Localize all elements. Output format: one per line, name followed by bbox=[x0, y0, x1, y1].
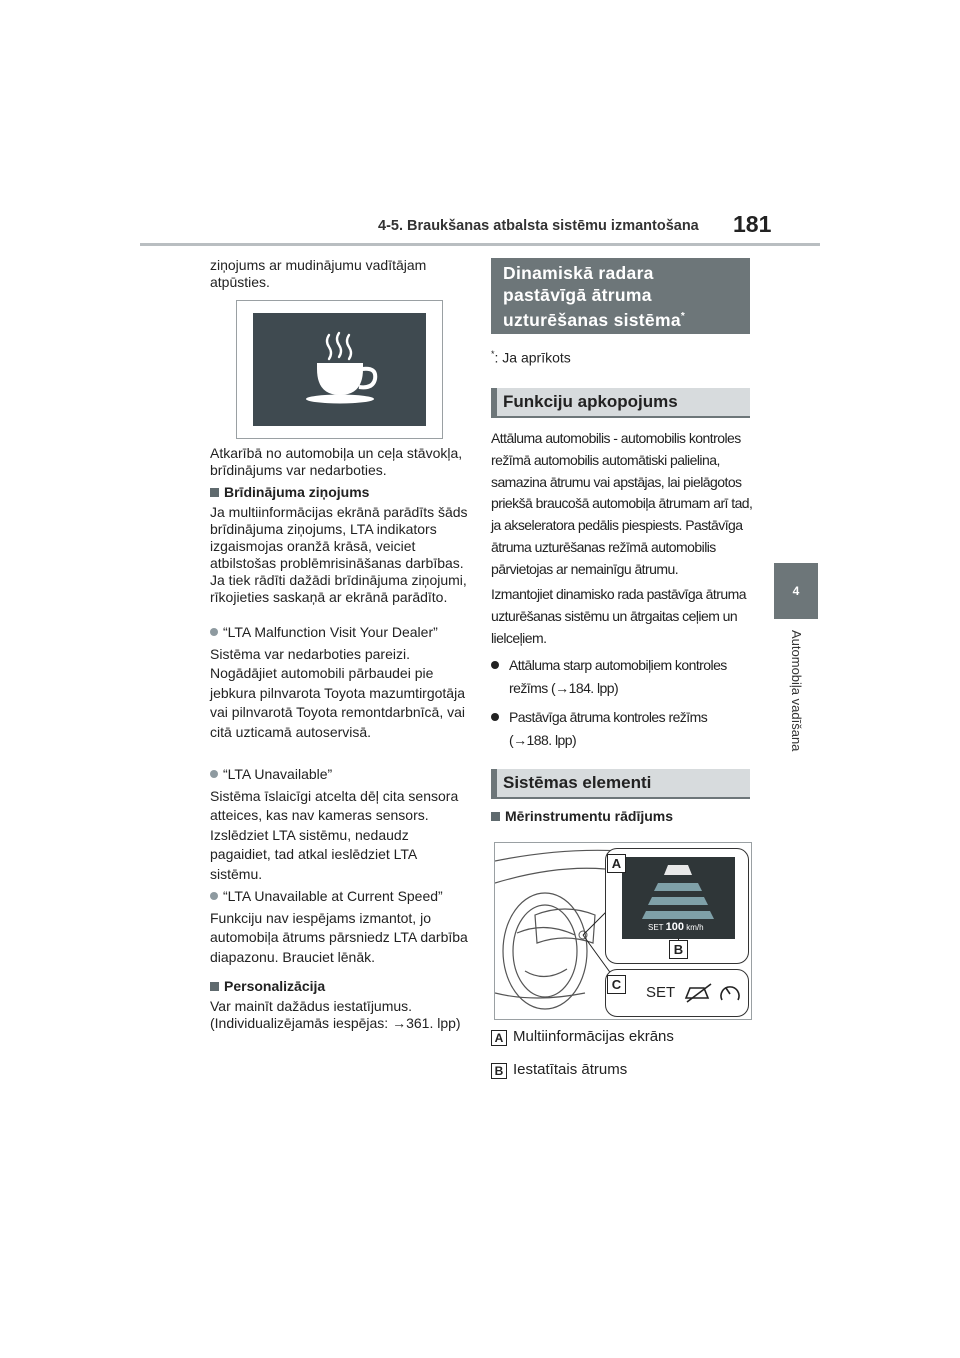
message-lta-unavailable bbox=[210, 765, 472, 884]
page-number: 181 bbox=[733, 211, 772, 237]
main-section-heading bbox=[491, 258, 750, 334]
message-text: Funkciju nav iespējams izmantot, jo automobiļa ātrums pārsniedz LTA darbība diapazonu. Brauciet lēnāk. bbox=[210, 909, 468, 965]
lead-text: ziņojums ar mudinājumu vadītājam atpūsties. bbox=[210, 257, 427, 290]
note-paragraph bbox=[210, 445, 472, 479]
warning-heading: Brīdinājuma ziņojums bbox=[224, 484, 370, 500]
legend-item-a bbox=[491, 1028, 674, 1046]
summary-heading-bar bbox=[491, 388, 750, 418]
summary-paragraph bbox=[491, 428, 753, 581]
footnote-marker: * bbox=[680, 311, 686, 322]
personalization-block bbox=[210, 978, 472, 1032]
footnote bbox=[491, 346, 571, 367]
personalization-heading: Personalizācija bbox=[224, 978, 326, 994]
radar-cruise-icon bbox=[684, 980, 714, 1006]
summary-heading: Funkciju apkopojums bbox=[503, 392, 678, 411]
message-text: Sistēma īslaicīgi atcelta dēļ cita sensora atteices, kas nav kameras sensors. Izslēdziet LTA sistēmu, nedaudz pagaidiet, tad atkal ieslēdziet LTA sistēmu. bbox=[210, 787, 459, 882]
footnote-marker: * bbox=[491, 349, 495, 359]
header-rule bbox=[140, 243, 820, 246]
meter-heading-block bbox=[491, 808, 753, 825]
speed-value: 100 bbox=[665, 921, 685, 933]
usage-text: Izmantojiet dinamisko rada pastāvīga ātruma uzturēšanas sistēmu un ātrgaitas ceļiem un lielceļiem. bbox=[491, 586, 746, 646]
round-bullet-icon bbox=[210, 628, 218, 636]
mode-constant-text: Pastāvīga ātruma kontroles režīms (→188. lpp) bbox=[509, 709, 708, 748]
coffee-cup-figure bbox=[236, 300, 443, 439]
warning-text: Ja multiinformācijas ekrānā parādīts šāds brīdinājuma ziņojums, LTA indikators izgaismojas oranžā krāsā, veiciet atbilstošas problēmrisināšanas darbības. Ja tiek rādīti dažādi brīdinājuma ziņojumi, rīkojieties saskaņā ar ekrānā parādīto. bbox=[210, 504, 468, 605]
meter-heading: Mērinstrumentu rādījums bbox=[505, 808, 674, 824]
footnote-text: : Ja aprīkots bbox=[494, 349, 571, 366]
display-screen bbox=[253, 313, 426, 426]
main-heading-text: Dinamiskā radara pastāvīgā ātruma uzturēšanas sistēma bbox=[503, 263, 681, 330]
message-lta-current-speed bbox=[210, 887, 472, 967]
message-lta-malfunction bbox=[210, 623, 472, 742]
callout-b-label: B bbox=[669, 940, 688, 959]
message-title: “LTA Unavailable at Current Speed” bbox=[223, 888, 443, 904]
list-item bbox=[491, 654, 753, 700]
legend-text: Multiinformācijas ekrāns bbox=[513, 1028, 674, 1045]
elements-heading-bar bbox=[491, 769, 750, 799]
square-bullet-icon bbox=[210, 488, 219, 497]
chapter-number: 4 bbox=[792, 584, 800, 598]
bullet-icon bbox=[491, 713, 499, 721]
bullet-icon bbox=[491, 661, 499, 669]
message-title: “LTA Unavailable” bbox=[223, 766, 333, 782]
switch-set-label: SET bbox=[646, 984, 676, 1001]
elements-heading: Sistēmas elementi bbox=[503, 773, 652, 792]
warning-block bbox=[210, 484, 472, 606]
mode-distance-text: Attāluma starp automobiļiem kontroles režīms (→184. lpp) bbox=[509, 657, 727, 696]
list-item bbox=[491, 706, 753, 752]
summary-text: Attāluma automobilis - automobilis kontroles režīmā automobilis automātiski palielina, samazina ātrumu vai apstājas, lai pielāgotos priekšā braucošā automobiļa ātrumam arī tad, ja akseleratora pedālis piespiests. Pastāvīga ātruma uzturēšanas režīmā automobilis pārvietojas ar nemainīgu ātrumu. bbox=[491, 430, 753, 577]
usage-paragraph bbox=[491, 584, 753, 649]
mode-list bbox=[491, 654, 753, 752]
callout-a-label: A bbox=[607, 854, 626, 873]
callout-c-label: C bbox=[607, 975, 626, 994]
legend-text: Iestatītais ātrums bbox=[513, 1061, 628, 1078]
message-text: Sistēma var nedarboties pareizi. Nogādājiet automobili pārbaudei pie jebkura pilnvarota Toyota mazumtirgotāja vai pilnvarotā Toyota remontdarbnīcā, vai citā uzticamā autoservisā. bbox=[210, 645, 465, 740]
square-bullet-icon bbox=[491, 812, 500, 821]
message-title: “LTA Malfunction Visit Your Dealer” bbox=[223, 624, 438, 640]
legend-label: A bbox=[491, 1030, 507, 1046]
chapter-title-vertical bbox=[772, 630, 820, 775]
callout-c-panel bbox=[605, 969, 749, 1017]
speedometer-icon bbox=[718, 980, 742, 1006]
coffee-cup-icon bbox=[253, 313, 426, 426]
chapter-title: Automobiļa vadīšana bbox=[789, 630, 804, 752]
lead-paragraph bbox=[210, 257, 472, 291]
multi-info-display bbox=[622, 857, 735, 939]
section-title: 4-5. Braukšanas atbalsta sistēmu izmantošana bbox=[378, 218, 699, 234]
square-bullet-icon bbox=[210, 982, 219, 991]
round-bullet-icon bbox=[210, 770, 218, 778]
round-bullet-icon bbox=[210, 892, 218, 900]
set-speed-readout bbox=[648, 921, 704, 933]
note-text: Atkarībā no automobiļa un ceļa stāvokļa, brīdinājums var nedarboties. bbox=[210, 445, 463, 478]
legend-label: B bbox=[491, 1063, 507, 1079]
chapter-tab bbox=[774, 563, 818, 619]
legend-item-b bbox=[491, 1061, 627, 1079]
instrument-cluster-figure bbox=[494, 842, 752, 1020]
personalization-text: Var mainīt dažādus iestatījumus. (Individualizējamās iespējas: →361. lpp) bbox=[210, 998, 461, 1031]
set-text: SET bbox=[648, 923, 664, 932]
speed-unit: km/h bbox=[686, 923, 704, 932]
